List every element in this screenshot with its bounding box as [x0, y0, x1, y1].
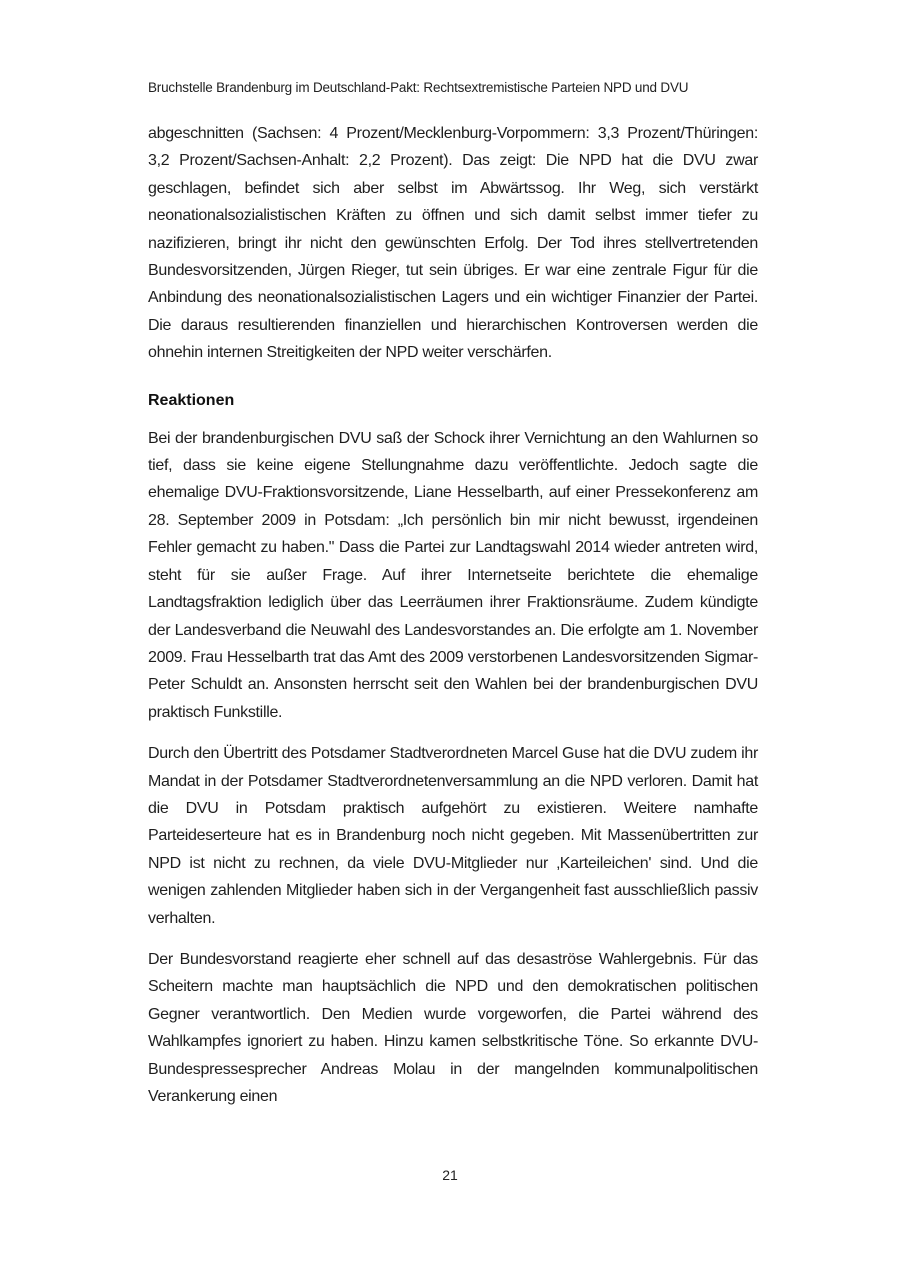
paragraph: abgeschnitten (Sachsen: 4 Prozent/Mecklenburg-Vorpommern: 3,3 Prozent/Thüringen: 3,2 Prozent/Sachsen-Anhalt: 2,2 Prozent). Das zeigt: Die NPD hat die DVU zwar geschlagen, befindet sich aber selbst im Abwärtssog. Ihr Weg, sich verstärkt neonationalsozialistischen Kräften zu öffnen und sich damit selbst immer tiefer zu nazifizieren, bringt ihr nicht den gewünschten Erfolg. Der Tod ihres stellvertretenden Bundesvorsitzenden, Jürgen Rieger, tut sein übriges. Er war eine zentrale Figur für die Anbindung des neonationalsozialistischen Lagers und ein wichtiger Finanzier der Partei. Die daraus resultierenden finanziellen und hierarchischen Kontroversen werden die ohnehin internen Streitigkeiten der NPD weiter verschärfen.: [148, 125, 758, 362]
section-heading: Reaktionen: [148, 391, 235, 409]
running-header: Bruchstelle Brandenburg im Deutschland-Pakt: Rechtsextremistische Parteien NPD und DVU: [148, 80, 689, 95]
paragraph: Bei der brandenburgischen DVU saß der Schock ihrer Vernichtung an den Wahlurnen so tief, dass sie keine eigene Stellungnahme dazu veröffentlichte. Jedoch sagte die ehemalige DVU-Fraktionsvorsitzende, Liane Hesselbarth, auf einer Pressekonferenz am 28. September 2009 in Potsdam: „Ich persönlich bin mir nicht bewusst, irgendeinen Fehler gemacht zu haben." Dass die Partei zur Landtagswahl 2014 wieder antreten wird, steht für sie außer Frage. Auf ihrer Internetseite berichtete die ehemalige Landtagsfraktion lediglich über das Leerräumen ihrer Fraktionsräume. Zudem kündigte der Landesverband die Neuwahl des Landesvorstandes an. Die erfolgte am 1. November 2009. Frau Hesselbarth trat das Amt des 2009 verstorbenen Landesvorsitzenden Sigmar-Peter Schuldt an. Ansonsten herrscht seit den Wahlen bei der brandenburgischen DVU praktisch Funkstille.: [148, 429, 758, 721]
body-text: [148, 120, 758, 1124]
paragraph: Durch den Übertritt des Potsdamer Stadtverordneten Marcel Guse hat die DVU zudem ihr Mandat in der Potsdamer Stadtverordnetenversammlung an die NPD verloren. Damit hat die DVU in Potsdam praktisch aufgehört zu existieren. Weitere namhafte Parteideserteure hat es in Brandenburg noch nicht gegeben. Mit Massenübertritten zur NPD ist nicht zu rechnen, da viele DVU-Mitglieder nur ‚Karteileichen' sind. Und die wenigen zahlenden Mitglieder haben sich in der Vergangenheit fast ausschließlich passiv verhalten.: [148, 745, 758, 927]
page-number: 21: [442, 1167, 458, 1183]
paragraph: Der Bundesvorstand reagierte eher schnell auf das desaströse Wahlergebnis. Für das Scheitern machte man hauptsächlich die NPD und den demokratischen politischen Gegner verantwortlich. Den Medien wurde vorgeworfen, die Partei während des Wahlkampfes ignoriert zu haben. Hinzu kamen selbstkritische Töne. So erkannte DVU-Bundespressesprecher Andreas Molau in der mangelnden kommunalpolitischen Verankerung einen: [148, 950, 758, 1105]
